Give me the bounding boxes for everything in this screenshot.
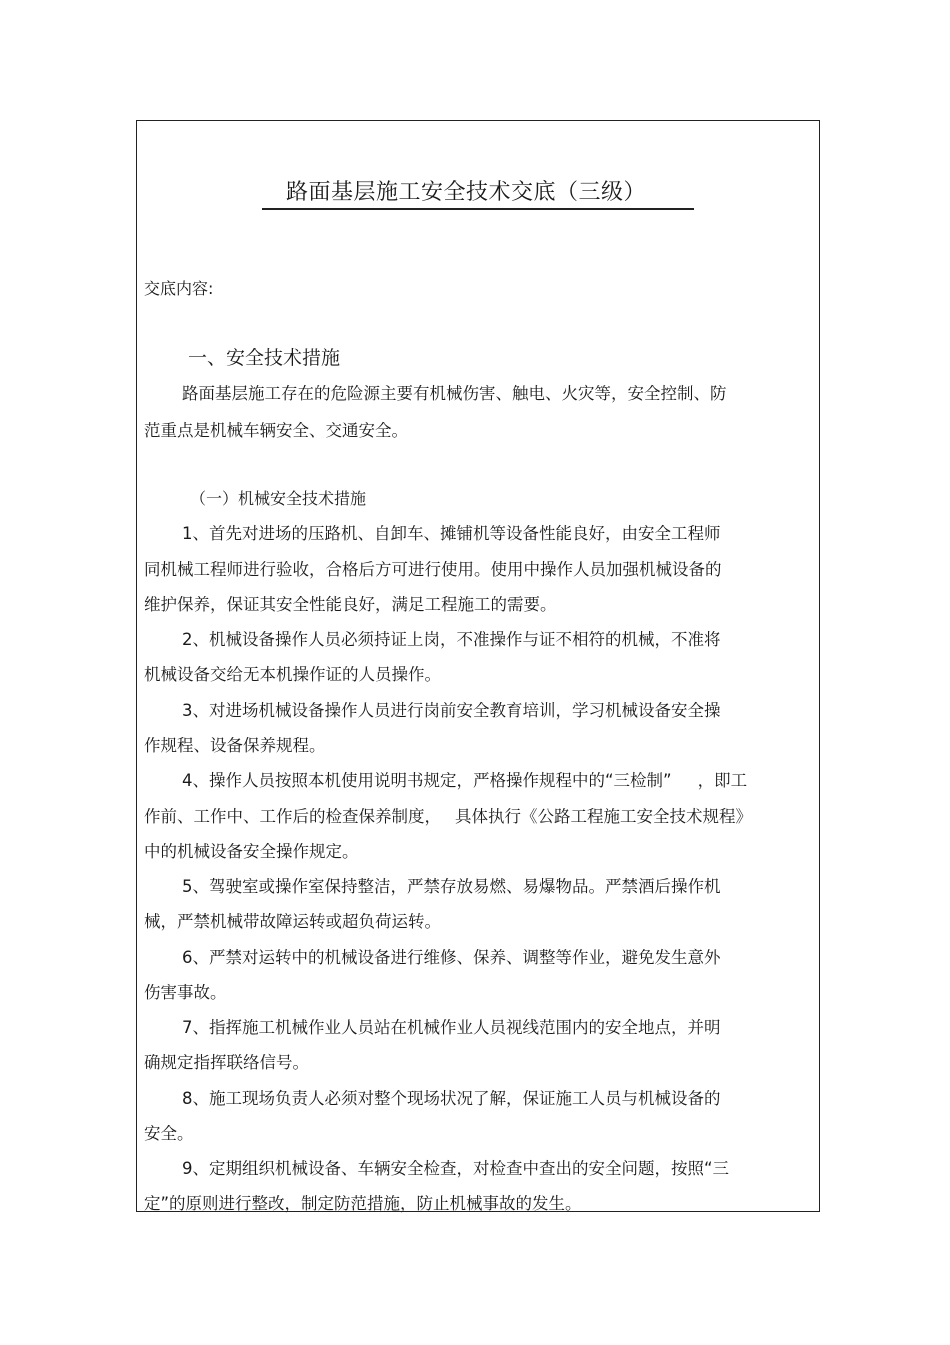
item-8-line: 安全。 xyxy=(144,1124,194,1143)
document-title: 路面基层施工安全技术交底（三级） xyxy=(262,178,694,210)
item-1-line: 同机械工程师进行验收，合格后方可进行使用。使用中操作人员加强机械设备的 xyxy=(144,560,722,579)
item-4-line2-tail: 具体执行《公路工程施工安全技术规程》 xyxy=(455,807,752,826)
item-5-line: 5、驾驶室或操作室保持整洁，严禁存放易燃、易爆物品。严禁酒后操作机 xyxy=(182,877,721,896)
item-2-line: 2、机械设备操作人员必须持证上岗，不准操作与证不相符的机械，不准将 xyxy=(182,630,721,649)
item-3-line: 3、对进场机械设备操作人员进行岗前安全教育培训，学习机械设备安全操 xyxy=(182,701,721,720)
intro-line: 路面基层施工存在的危险源主要有机械伤害、触电、火灾等，安全控制、防 xyxy=(182,384,727,403)
intro-line: 范重点是机械车辆安全、交通安全。 xyxy=(144,421,408,440)
item-8-line: 8、施工现场负责人必须对整个现场状况了解，保证施工人员与机械设备的 xyxy=(182,1089,721,1108)
item-4-line1-tail: ，即工 xyxy=(697,771,748,790)
item-6-line: 6、严禁对运转中的机械设备进行维修、保养、调整等作业，避免发生意外 xyxy=(182,948,721,967)
item-6-line: 伤害事故。 xyxy=(144,983,227,1002)
item-1-line: 维护保养，保证其安全性能良好，满足工程施工的需要。 xyxy=(144,595,557,614)
content-label: 交底内容: xyxy=(144,279,214,298)
item-9-line: 定”的原则进行整改，制定防范措施，防止机械事故的发生。 xyxy=(144,1194,582,1213)
item-5-line: 械，严禁机械带故障运转或超负荷运转。 xyxy=(144,912,441,931)
item-4-line: 中的机械设备安全操作规定。 xyxy=(144,842,359,861)
item-1-line: 1、首先对进场的压路机、自卸车、摊铺机等设备性能良好，由安全工程师 xyxy=(182,524,721,543)
item-2-line: 机械设备交给无本机操作证的人员操作。 xyxy=(144,665,441,684)
item-4-line xyxy=(182,769,747,793)
section-heading: 一、安全技术措施 xyxy=(188,347,341,369)
item-9-line: 9、定期组织机械设备、车辆安全检查，对检查中查出的安全问题，按照“三 xyxy=(182,1159,730,1178)
item-4-line xyxy=(144,805,752,829)
item-4-line2-text: 作前、工作中、工作后的检查保养制度， xyxy=(144,807,441,826)
item-7-line: 确规定指挥联络信号。 xyxy=(144,1053,309,1072)
item-3-line: 作规程、设备保养规程。 xyxy=(144,736,326,755)
subsection-heading: （一）机械安全技术措施 xyxy=(190,489,367,508)
item-4-line1-text: 4、操作人员按照本机使用说明书规定，严格操作规程中的“三检制” xyxy=(182,771,672,790)
item-7-line: 7、指挥施工机械作业人员站在机械作业人员视线范围内的安全地点，并明 xyxy=(182,1018,721,1037)
